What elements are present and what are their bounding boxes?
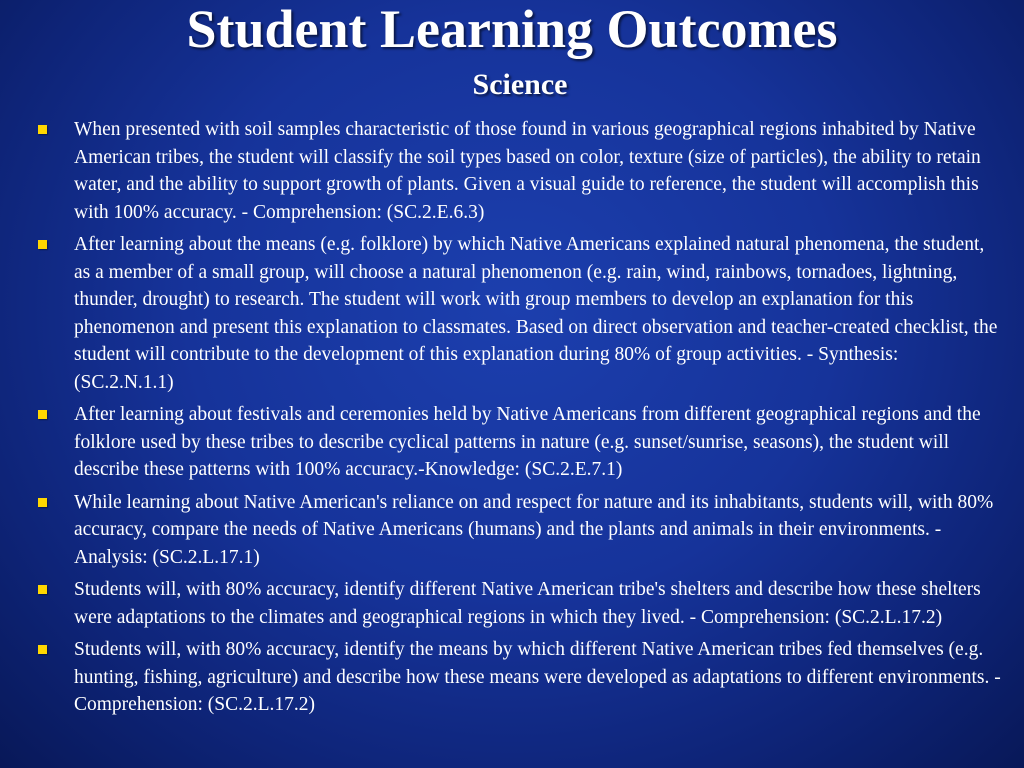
list-item-text: While learning about Native American's reliance on and respect for nature and its inhabitants, students will, with 80% accuracy, compare the needs of Native Americans (humans) and the plants and animals in their environments. -Analysis: (SC.2.L.17.1) <box>74 491 994 568</box>
square-bullet-icon <box>38 125 47 134</box>
list-item-text: After learning about festivals and ceremonies held by Native Americans from different geographical regions and the folklore used by these tribes to describe cyclical patterns in nature (e.g. sunset/sunrise, seasons), the student will describe these patterns with 100% accuracy.-Knowledge: (SC.2.E.7.1) <box>74 404 981 480</box>
square-bullet-icon <box>38 498 47 507</box>
list-item-text: When presented with soil samples characteristic of those found in various geographical regions inhabited by Native American tribes, the student will classify the soil types based on color, texture (size of particles), the ability to retain water, and the ability to support growth of plants. Given a visual guide to reference, the student will accomplish this with 100% accuracy. - Comprehension: (SC.2.E.6.3) <box>74 119 981 223</box>
square-bullet-icon <box>38 585 47 594</box>
list-item <box>32 401 1002 484</box>
list-item <box>32 636 1002 719</box>
square-bullet-icon <box>38 410 47 419</box>
slide-title: Student Learning Outcomes <box>186 0 838 59</box>
list-item-text: Students will, with 80% accuracy, identify the means by which different Native American tribes fed themselves (e.g. hunting, fishing, agriculture) and describe how these means were developed as adaptations to different environments. - Comprehension: (SC.2.L.17.2) <box>74 639 1001 715</box>
list-item <box>32 576 1002 631</box>
list-item <box>32 116 1002 226</box>
slide-subtitle: Science <box>472 68 568 101</box>
square-bullet-icon <box>38 240 47 249</box>
list-item-text: After learning about the means (e.g. folklore) by which Native Americans explained natural phenomena, the student, as a member of a small group, will choose a natural phenomenon (e.g. rain, wind, rainbows, tornadoes, lightning, thunder, drought) to research. The student will work with group members to develop an explanation for this phenomenon and present this explanation to classmates. Based on direct observation and teacher-created checklist, the student will contribute to the development of this explanation during 80% of group activities. - Synthesis: (SC.2.N.1.1) <box>74 234 998 393</box>
square-bullet-icon <box>38 645 47 654</box>
list-item <box>32 489 1002 572</box>
outcomes-list <box>32 116 1002 724</box>
list-item <box>32 231 1002 396</box>
list-item-text: Students will, with 80% accuracy, identify different Native American tribe's shelters and describe how these shelters were adaptations to the climates and geographical regions in which they lived. - Comprehension: (SC.2.L.17.2) <box>74 579 981 628</box>
